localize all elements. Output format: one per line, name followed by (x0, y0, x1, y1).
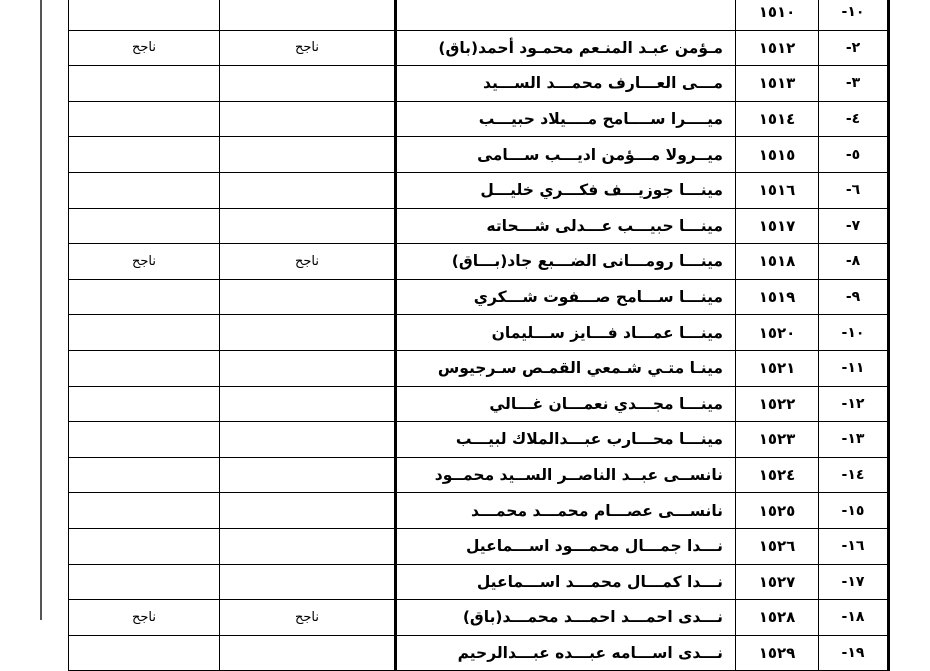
result-cell-2 (69, 635, 220, 671)
serial-cell: ٨- (819, 244, 889, 280)
student-name-cell: مـــى العـــارف محمـــد الســـيد (396, 66, 736, 102)
seat-number-cell: ١٥١٣ (736, 66, 819, 102)
student-name-cell: مينـــا جوزيـــف فكـــري خليـــل (396, 172, 736, 208)
result-cell-1 (220, 350, 396, 386)
student-name-cell (396, 0, 736, 30)
table-row (69, 600, 889, 636)
seat-number-cell: ١٥٢١ (736, 350, 819, 386)
student-name-cell: نـــدا جمـــال محمـــود اســـماعيل (396, 528, 736, 564)
serial-cell: ١٩- (819, 635, 889, 671)
seat-number-cell: ١٥٢٦ (736, 528, 819, 564)
student-name-cell: مينـــا رومـــانى الضـــبع جاد(بـــاق) (396, 244, 736, 280)
result-cell-2 (69, 101, 220, 137)
result-cell-1 (220, 422, 396, 458)
result-cell-2: ناجح (69, 244, 220, 280)
table-row (69, 208, 889, 244)
table-row (69, 279, 889, 315)
table-row (69, 315, 889, 351)
student-name-cell: مينـــا ســـامح صـــفوت شـــكري (396, 279, 736, 315)
table-row (69, 564, 889, 600)
student-name-cell: مينـــا محـــارب عبـــدالملاك لبيـــب (396, 422, 736, 458)
serial-cell: ٥- (819, 137, 889, 173)
table-row (69, 30, 889, 66)
result-cell-1 (220, 0, 396, 30)
seat-number-cell: ١٥١٤ (736, 101, 819, 137)
result-cell-1 (220, 635, 396, 671)
table-row (69, 66, 889, 102)
result-cell-2: ناجح (69, 600, 220, 636)
table-row (69, 422, 889, 458)
seat-number-cell: ١٥١٦ (736, 172, 819, 208)
result-cell-1 (220, 457, 396, 493)
serial-cell: ١٨- (819, 600, 889, 636)
serial-cell: ٦- (819, 172, 889, 208)
result-cell-2 (69, 0, 220, 30)
seat-number-cell: ١٥١٨ (736, 244, 819, 280)
result-cell-1 (220, 208, 396, 244)
student-name-cell: نـــدى اســـامه عبـــده عبـــدالرحيم (396, 635, 736, 671)
result-cell-2 (69, 457, 220, 493)
table-row (69, 386, 889, 422)
student-name-cell: نـــدا كمـــال محمـــد اســـماعيل (396, 564, 736, 600)
table-row (69, 172, 889, 208)
student-roster-table (68, 0, 890, 671)
table-row (69, 137, 889, 173)
student-name-cell: مينـا متـي شـمعي القمـص سـرجيوس (396, 350, 736, 386)
student-name-cell: نانســى عبــد الناصــر الســيد محمــود (396, 457, 736, 493)
serial-cell: ٩- (819, 279, 889, 315)
serial-cell: ١١- (819, 350, 889, 386)
result-cell-2 (69, 350, 220, 386)
table-row (69, 0, 889, 30)
result-cell-1 (220, 137, 396, 173)
result-cell-2 (69, 279, 220, 315)
result-cell-2 (69, 66, 220, 102)
table-row (69, 244, 889, 280)
seat-number-cell: ١٥٢٧ (736, 564, 819, 600)
serial-cell: ١٠- (819, 315, 889, 351)
seat-number-cell: ١٥٢٠ (736, 315, 819, 351)
serial-cell: ٧- (819, 208, 889, 244)
result-cell-1 (220, 279, 396, 315)
serial-cell: ٤- (819, 101, 889, 137)
result-cell-1: ناجح (220, 30, 396, 66)
serial-cell: ١٦- (819, 528, 889, 564)
result-cell-1 (220, 564, 396, 600)
student-name-cell: نانســـى عصـــام محمـــد محمـــد (396, 493, 736, 529)
seat-number-cell: ١٥٢٢ (736, 386, 819, 422)
table-row (69, 101, 889, 137)
seat-number-cell: ١٥٢٤ (736, 457, 819, 493)
student-name-cell: ميــــرا ســــامح مــــيلاد حبيـــب (396, 101, 736, 137)
serial-cell: ١٥- (819, 493, 889, 529)
seat-number-cell: ١٥٢٥ (736, 493, 819, 529)
seat-number-cell: ١٥١٧ (736, 208, 819, 244)
result-cell-2 (69, 493, 220, 529)
result-cell-1: ناجح (220, 244, 396, 280)
seat-number-cell: ١٥١٩ (736, 279, 819, 315)
result-cell-2 (69, 172, 220, 208)
student-name-cell: مـؤمن عبـد المنـعم محمـود أحمد(باق) (396, 30, 736, 66)
result-cell-2 (69, 315, 220, 351)
serial-cell: ١٣- (819, 422, 889, 458)
serial-cell: ٣- (819, 66, 889, 102)
result-cell-2: ناجح (69, 30, 220, 66)
result-cell-1 (220, 101, 396, 137)
table-row (69, 635, 889, 671)
result-cell-1 (220, 315, 396, 351)
result-cell-2 (69, 137, 220, 173)
result-cell-1 (220, 386, 396, 422)
serial-cell: ١٤- (819, 457, 889, 493)
serial-cell: ١٠- (819, 0, 889, 30)
result-cell-2 (69, 528, 220, 564)
student-name-cell: نـــدى احمـــد احمـــد محمـــد(باق) (396, 600, 736, 636)
result-cell-1 (220, 493, 396, 529)
result-cell-2 (69, 208, 220, 244)
result-cell-2 (69, 422, 220, 458)
page-border-left (40, 0, 42, 620)
serial-cell: ٢- (819, 30, 889, 66)
result-cell-1: ناجح (220, 600, 396, 636)
serial-cell: ١٧- (819, 564, 889, 600)
result-cell-1 (220, 172, 396, 208)
seat-number-cell: ١٥١٥ (736, 137, 819, 173)
serial-cell: ١٢- (819, 386, 889, 422)
table-row (69, 528, 889, 564)
student-name-cell: مينـــا عمـــاد فـــايز ســـليمان (396, 315, 736, 351)
roster-body (69, 0, 889, 671)
seat-number-cell: ١٥١٠ (736, 0, 819, 30)
result-cell-2 (69, 386, 220, 422)
seat-number-cell: ١٥٢٨ (736, 600, 819, 636)
student-name-cell: مينـــا حبيـــب عـــدلى شـــحاته (396, 208, 736, 244)
table-row (69, 350, 889, 386)
result-cell-1 (220, 66, 396, 102)
student-name-cell: ميــرولا مـــؤمن اديـــب ســـامى (396, 137, 736, 173)
table-row (69, 493, 889, 529)
table-row (69, 457, 889, 493)
seat-number-cell: ١٥٢٣ (736, 422, 819, 458)
student-name-cell: مينـــا مجـــدي نعمـــان غـــالي (396, 386, 736, 422)
seat-number-cell: ١٥١٢ (736, 30, 819, 66)
seat-number-cell: ١٥٢٩ (736, 635, 819, 671)
result-cell-2 (69, 564, 220, 600)
result-cell-1 (220, 528, 396, 564)
